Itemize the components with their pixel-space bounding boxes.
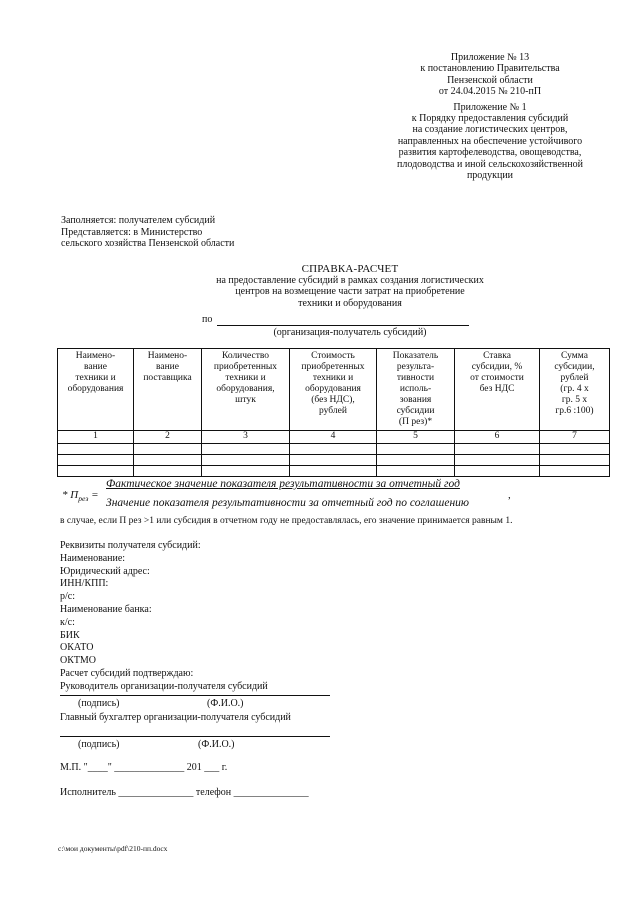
table-cell[interactable] (540, 444, 610, 455)
filled-by-line: Представляется: в Министерство (61, 226, 203, 238)
table-cell[interactable] (455, 444, 540, 455)
requisite-line: Наименование: (60, 552, 126, 564)
formula-numerator: Фактическое значение показателя результативности за отчетный год (106, 478, 460, 490)
requisite-line: ОКАТО (60, 642, 94, 654)
stamp-date-line[interactable]: М.П. "____" ______________ 201 ___ г. (60, 762, 228, 773)
appendix-line: к постановлению Правительства (420, 63, 560, 75)
requisites-block (60, 540, 268, 694)
column-number: 7 (540, 431, 610, 444)
formula-lhs (62, 489, 99, 503)
table-cell[interactable] (290, 455, 377, 466)
requisite-line: Реквизиты получателя субсидий: (60, 540, 201, 551)
header-text: Стоимость приобретенных техники и оборудования (без НДС), рублей (301, 351, 365, 416)
filled-by-line: сельского хозяйства Пензенской области (61, 238, 235, 250)
organization-caption: (организация-получатель субсидий) (273, 327, 427, 338)
table-cell[interactable] (377, 455, 455, 466)
column-number: 3 (202, 431, 290, 444)
header-cell (290, 349, 377, 431)
requisite-line: ОКТМО (60, 655, 96, 667)
title-block (160, 264, 540, 309)
header-text: Наимено- вание поставщика (143, 351, 192, 383)
header-text: Показатель результа- тивности исполь- зования субсидии (П рез)* (392, 351, 439, 427)
table-cell[interactable] (202, 444, 290, 455)
header-cell (202, 349, 290, 431)
column-number: 2 (134, 431, 202, 444)
table-row[interactable] (58, 466, 610, 477)
file-path-footer: c:\мои документы\pdf\210-пп.docx (58, 844, 168, 853)
organization-input-line[interactable] (217, 325, 469, 326)
table-cell[interactable] (134, 455, 202, 466)
header-cell (377, 349, 455, 431)
chief-accountant-label: Главный бухгалтер организации-получателя субсидий (60, 712, 291, 723)
header-cell (540, 349, 610, 431)
table-cell[interactable] (540, 455, 610, 466)
head-fio-caption: (Ф.И.О.) (207, 698, 244, 709)
calculation-table (57, 348, 610, 477)
head-signature-caption: (подпись) (78, 698, 120, 709)
header-text: Количество приобретенных техники и оборудования, штук (213, 351, 278, 405)
table-cell[interactable] (58, 444, 134, 455)
table-cell[interactable] (134, 466, 202, 477)
column-number: 4 (290, 431, 377, 444)
header-text: Сумма субсидии, рублей (гр. 4 х гр. 5 х гр.6 :100) (554, 351, 595, 416)
header-text: Наимено- вание техники и оборудования (67, 351, 124, 394)
table-cell[interactable] (290, 466, 377, 477)
appendix-line: плодоводства и иной сельскохозяйственной (397, 158, 583, 170)
requisite-line: Руководитель организации-получателя субсидий (60, 680, 268, 692)
table-cell[interactable] (58, 455, 134, 466)
header-cell (134, 349, 202, 431)
table-cell[interactable] (455, 466, 540, 477)
requisite-line: Юридический адрес: (60, 565, 150, 577)
header-cell (455, 349, 540, 431)
appendix-line: к Порядку предоставления субсидий (411, 113, 569, 125)
formula-comma: , (508, 489, 511, 501)
formula-equals: = (91, 489, 99, 501)
appendix-line: Приложение № 1 (453, 101, 527, 113)
table-cell[interactable] (540, 466, 610, 477)
table-cell[interactable] (455, 455, 540, 466)
filled-by-line: Заполняется: получателем субсидий (61, 215, 216, 226)
appendix-line: продукции (466, 170, 514, 182)
head-signature-line[interactable] (60, 695, 330, 696)
po-label: по (202, 314, 213, 325)
formula-note: в случае, если П рез >1 или субсидия в отчетном году не предоставлялась, его значение принимается равным 1. (60, 516, 513, 526)
header-cell (58, 349, 134, 431)
accountant-fio-caption: (Ф.И.О.) (198, 739, 235, 750)
formula-denominator: Значение показателя результативности за отчетный год по соглашению (106, 497, 470, 509)
table-cell[interactable] (202, 466, 290, 477)
document-title: СПРАВКА-РАСЧЕТ (301, 263, 399, 275)
appendix-line: от 24.04.2015 № 210-пП (438, 86, 542, 98)
table-cell[interactable] (202, 455, 290, 466)
column-number: 6 (455, 431, 540, 444)
appendix-line: направленных на обеспечение устойчивого (397, 135, 583, 147)
filled-by-block (61, 215, 234, 250)
requisite-line: ИНН/КПП: (60, 578, 109, 590)
table-cell[interactable] (377, 466, 455, 477)
appendix-line: Пензенской области (447, 74, 533, 86)
appendix-header (370, 52, 610, 181)
table-cell[interactable] (134, 444, 202, 455)
subtitle-line: на предоставление субсидий в рамках создания логистических (216, 275, 484, 287)
table-number-row (58, 431, 610, 444)
appendix-line: развития картофелеводства, овощеводства, (398, 147, 582, 159)
subtitle-line: центров на возмещение части затрат на приобретение (235, 286, 465, 298)
formula-lhs-text: * П (62, 489, 79, 501)
table-cell[interactable] (290, 444, 377, 455)
table-cell[interactable] (377, 444, 455, 455)
subtitle-line: техники и оборудования (298, 297, 402, 309)
requisite-line: Наименование банка: (60, 603, 152, 615)
requisite-line: к/с: (60, 616, 75, 628)
column-number: 5 (377, 431, 455, 444)
requisite-line: Расчет субсидий подтверждаю: (60, 667, 194, 679)
accountant-signature-line[interactable] (60, 736, 330, 737)
requisite-line: БИК (60, 629, 80, 641)
table-cell[interactable] (58, 466, 134, 477)
formula-lhs-sub: рез (78, 494, 89, 504)
table-header-row (58, 349, 610, 431)
table-row[interactable] (58, 455, 610, 466)
table-row[interactable] (58, 444, 610, 455)
requisite-line: р/с: (60, 591, 75, 603)
column-number: 1 (58, 431, 134, 444)
appendix-line: Приложение № 13 (450, 52, 530, 63)
accountant-signature-caption: (подпись) (78, 739, 120, 750)
header-text: Ставка субсидии, % от стоимости без НДС (470, 351, 524, 394)
executor-line[interactable]: Исполнитель _______________ телефон _______________ (60, 787, 309, 798)
appendix-line: на создание логистических центров, (412, 124, 568, 136)
